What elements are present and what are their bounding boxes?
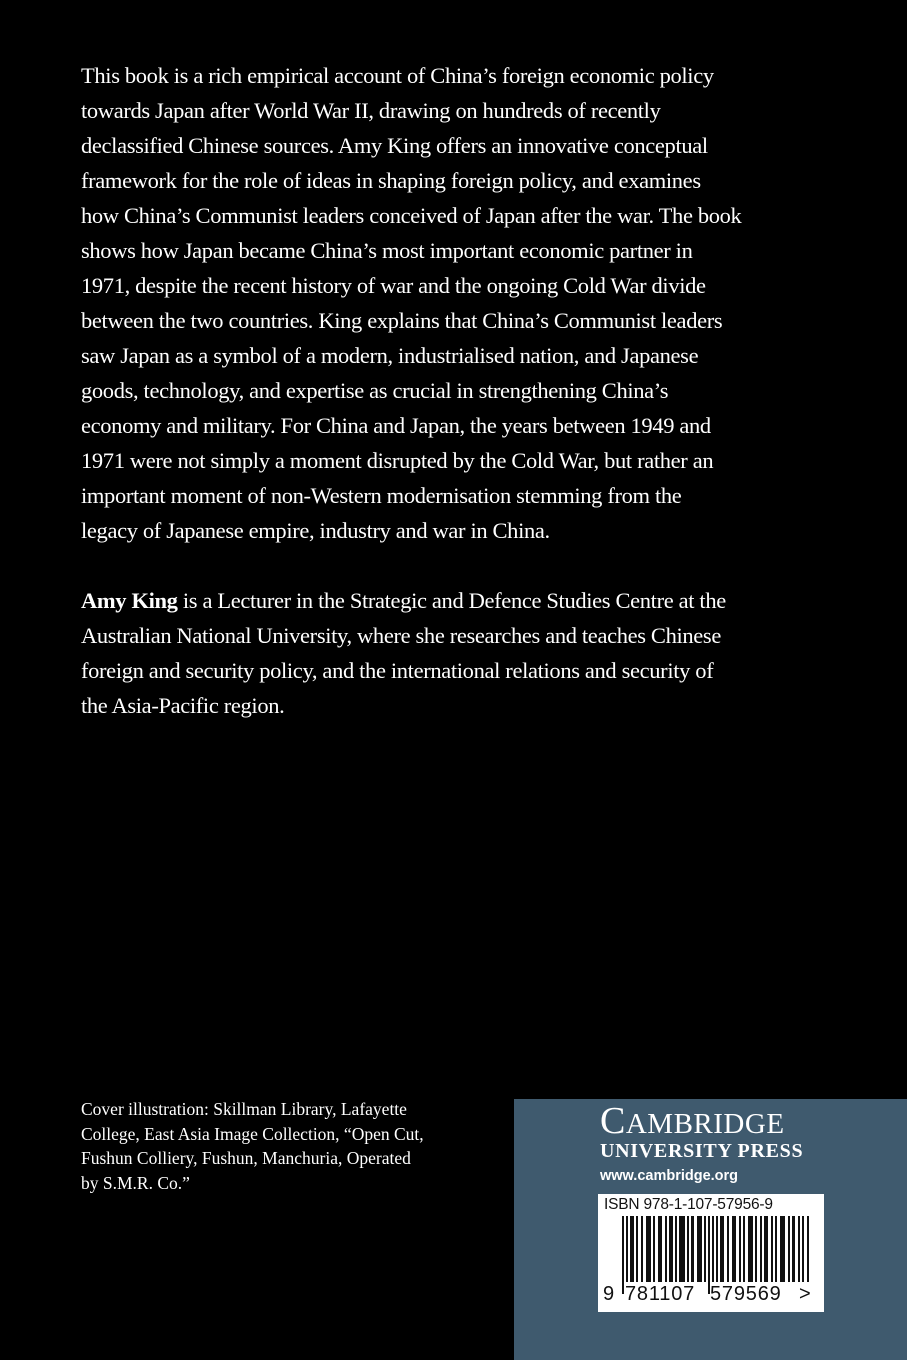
description-line: declassified Chinese sources. Amy King offers an innovative conceptual [81,133,708,158]
description-line: framework for the role of ideas in shaping foreign policy, and examines [81,168,701,193]
ean-right-digits: 579569 [710,1283,782,1305]
publisher-url: www.cambridge.org [600,1168,739,1184]
description-line: how China’s Communist leaders conceived of Japan after the war. The book [81,203,742,228]
description-line: goods, technology, and expertise as crucial in strengthening China’s [81,378,669,403]
publisher-logo-name [600,1100,785,1142]
logo-initial: C [600,1100,626,1142]
bio-line: Australian National University, where she researches and teaches Chinese [81,623,721,648]
description-line: towards Japan after World War II, drawing on hundreds of recently [81,98,661,123]
description-line: This book is a rich empirical account of China’s foreign economic policy [81,63,714,88]
credit-line: by S.M.R. Co.” [81,1172,190,1193]
book-description [81,58,781,548]
bio-line: foreign and security policy, and the international relations and security of [81,658,714,683]
author-bio [81,583,781,723]
ean-quiet-zone-marker: > [799,1283,811,1305]
description-line: 1971 were not simply a moment disrupted by the Cold War, but rather an [81,448,714,473]
isbn-barcode [598,1194,824,1312]
description-line: between the two countries. King explains that China’s Communist leaders [81,308,723,333]
description-line: shows how Japan became China’s most important economic partner in [81,238,693,263]
publisher-panel [514,1099,907,1360]
description-line: legacy of Japanese empire, industry and war in China. [81,518,550,543]
bio-line: the Asia-Pacific region. [81,693,285,718]
description-line: saw Japan as a symbol of a modern, industrialised nation, and Japanese [81,343,699,368]
ean-left-digits: 781107 [625,1283,696,1305]
credit-line: Fushun Colliery, Fushun, Manchuria, Operated [81,1148,411,1168]
description-line: important moment of non-Western modernisation stemming from the [81,483,682,508]
cover-illustration-credit [81,1097,481,1195]
author-name: Amy King [81,588,178,613]
description-line: economy and military. For China and Japan, the years between 1949 and [81,413,711,438]
bio-first-line-text: is a Lecturer in the Strategic and Defence Studies Centre at the [177,588,726,613]
ean-first-digit: 9 [603,1283,615,1305]
credit-line: College, East Asia Image Collection, “Open Cut, [81,1123,424,1144]
isbn-label: ISBN 978-1-107-57956-9 [604,1196,773,1213]
logo-name-rest: AMBRIDGE [625,1108,785,1140]
description-line: 1971, despite the recent history of war and the ongoing Cold War divide [81,273,706,298]
publisher-logo-subtitle: UNIVERSITY PRESS [600,1140,804,1162]
bio-line [81,583,781,618]
credit-line: Cover illustration: Skillman Library, Lafayette [81,1099,407,1119]
